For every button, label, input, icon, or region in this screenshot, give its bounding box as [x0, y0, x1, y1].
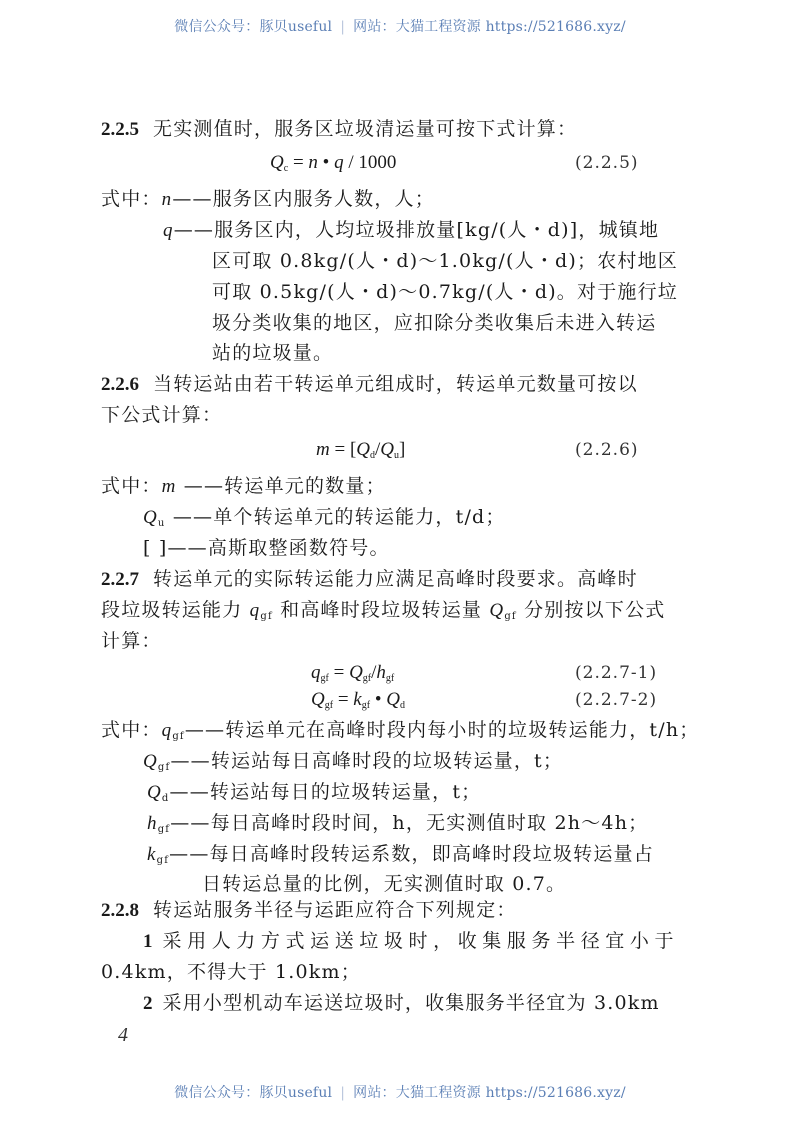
- var-desc: ——服务区内服务人数，人；: [172, 188, 435, 210]
- clause-text: 转运站服务半径与运距应符合下列规定：: [153, 899, 517, 921]
- clause-2-2-5-heading: [101, 117, 577, 142]
- clause-2-2-8-heading: [101, 898, 517, 923]
- watermark-bottom: [0, 1082, 800, 1102]
- watermark-separator: |: [340, 1085, 346, 1101]
- formula-2-2-7-2: $Q_{gf} = k_{gf}$ • $Q_d$: [311, 689, 405, 711]
- clause-text: 段垃圾转运能力: [101, 599, 243, 621]
- equation-number: (2.2.7-1): [575, 663, 658, 683]
- var-desc-cont: 日转运总量的比例，无实测值时取 0.7。: [202, 873, 567, 895]
- watermark-website: 网站：大猫工程资源 https://521686.xyz/: [353, 1085, 626, 1101]
- clause-number: 2.2.5: [101, 119, 139, 140]
- clause-text-cont: 计算：: [101, 630, 162, 652]
- equation-number: (2.2.7-2): [575, 690, 658, 710]
- clause-text-cont: 段垃圾转运能力 $q_{gf}$ 和高峰时段垃圾转运量 $Q_{gf}$ 分别按以下公式: [101, 599, 666, 622]
- where-Qgf: $Q_{gf}——$转运站每日高峰时段的垃圾转运量，t；: [143, 750, 564, 773]
- var-desc-cont: 圾分类收集的地区，应扣除分类收集后未进入转运: [212, 312, 657, 334]
- var-desc: ——转运站每日的垃圾转运量，t；: [169, 781, 482, 803]
- where-hgf: $h_{gf}——$每日高峰时段时间，h，无实测值时取 2h～4h；: [147, 812, 649, 835]
- var-desc: ——单个转运单元的转运能力，t/d；: [172, 506, 506, 528]
- clause-2-2-7-heading: [101, 567, 638, 592]
- page-number: 4: [118, 1024, 128, 1046]
- where-m: 式中：m ——转运单元的数量；: [101, 475, 386, 497]
- where-q: q——服务区内，人均垃圾排放量[kg/(人・d)]，城镇地: [163, 219, 660, 241]
- clause-number: 2.2.8: [101, 900, 139, 921]
- where-qgf: 式中：$q_{gf}——$转运单元在高峰时段内每小时的垃圾转运能力，t/h；: [101, 719, 700, 742]
- watermark-website: 网站：大猫工程资源 https://521686.xyz/: [353, 19, 626, 35]
- item-number: 2: [143, 993, 153, 1014]
- clause-text: 分别按以下公式: [524, 599, 666, 621]
- formula-2-2-6: $m = [Q_d/Q_u]$: [316, 439, 406, 461]
- formula-2-2-5: $Q_c = n$ • q / 1000: [270, 152, 397, 174]
- where-qu: $Q_u$ ——单个转运单元的转运能力，t/d；: [143, 506, 506, 529]
- where-bracket: [143, 536, 390, 560]
- var-desc-cont: 区可取 0.8kg/(人・d)～1.0kg/(人・d)；农村地区: [212, 250, 679, 272]
- item-2: [143, 991, 660, 1016]
- var-desc-cont: 站的垃圾量。: [212, 342, 334, 364]
- item-text: 采用小型机动车运送垃圾时，收集服务半径宜为 3.0km: [162, 992, 660, 1014]
- var-desc: ——高斯取整函数符号。: [167, 537, 390, 559]
- clause-text: 无实测值时，服务区垃圾清运量可按下式计算：: [153, 118, 578, 140]
- clause-text: 当转运站由若干转运单元组成时，转运单元数量可按以: [153, 373, 638, 395]
- where-label: 式中：: [101, 719, 162, 741]
- where-kgf: $k_{gf}——$每日高峰时段转运系数，即高峰时段垃圾转运量占: [147, 843, 654, 866]
- item-number: 1: [143, 931, 153, 952]
- where-n: 式中：n——服务区内服务人数，人；: [101, 188, 435, 210]
- var-desc: ——转运单元在高峰时段内每小时的垃圾转运能力，t/h；: [184, 719, 700, 741]
- item-1: [143, 929, 679, 954]
- watermark-account: 微信公众号：豚贝useful: [174, 1085, 333, 1101]
- clause-number: 2.2.6: [101, 374, 139, 395]
- var-desc: ——每日高峰时段转运系数，即高峰时段垃圾转运量占: [169, 843, 654, 865]
- item-text: 采用人力方式运送垃圾时，收集服务半径宜小于: [162, 930, 680, 952]
- clause-text-cont: 下公式计算：: [101, 404, 223, 426]
- var-desc: ——转运单元的数量；: [183, 475, 386, 497]
- where-Qd: $Q_d——$转运站每日的垃圾转运量，t；: [147, 781, 482, 804]
- var-desc-cont: 可取 0.5kg/(人・d)～0.7kg/(人・d)。对于施行垃: [212, 281, 679, 303]
- watermark-top: [0, 16, 800, 36]
- watermark-separator: |: [340, 19, 346, 35]
- clause-number: 2.2.7: [101, 569, 139, 590]
- var-desc: ——服务区内，人均垃圾排放量[kg/(人・d)]，城镇地: [173, 219, 660, 241]
- clause-text: 转运单元的实际转运能力应满足高峰时段要求。高峰时: [153, 568, 638, 590]
- var-desc: ——转运站每日高峰时段的垃圾转运量，t；: [170, 750, 564, 772]
- var-desc: ——每日高峰时段时间，h，无实测值时取 2h～4h；: [170, 812, 649, 834]
- item-text-cont: 0.4km，不得大于 1.0km；: [101, 961, 361, 983]
- clause-text: 和高峰时段垃圾转运量: [280, 599, 483, 621]
- formula-2-2-7-1: $q_{gf} = Q_{gf}/h_{gf}$: [311, 662, 395, 684]
- clause-2-2-6-heading: [101, 372, 638, 397]
- var-symbol: [ ]: [143, 537, 168, 559]
- equation-number: (2.2.6): [575, 440, 639, 460]
- watermark-account: 微信公众号：豚贝useful: [174, 19, 333, 35]
- where-label: 式中：: [101, 188, 162, 210]
- equation-number: (2.2.5): [575, 153, 639, 173]
- where-label: 式中：: [101, 475, 162, 497]
